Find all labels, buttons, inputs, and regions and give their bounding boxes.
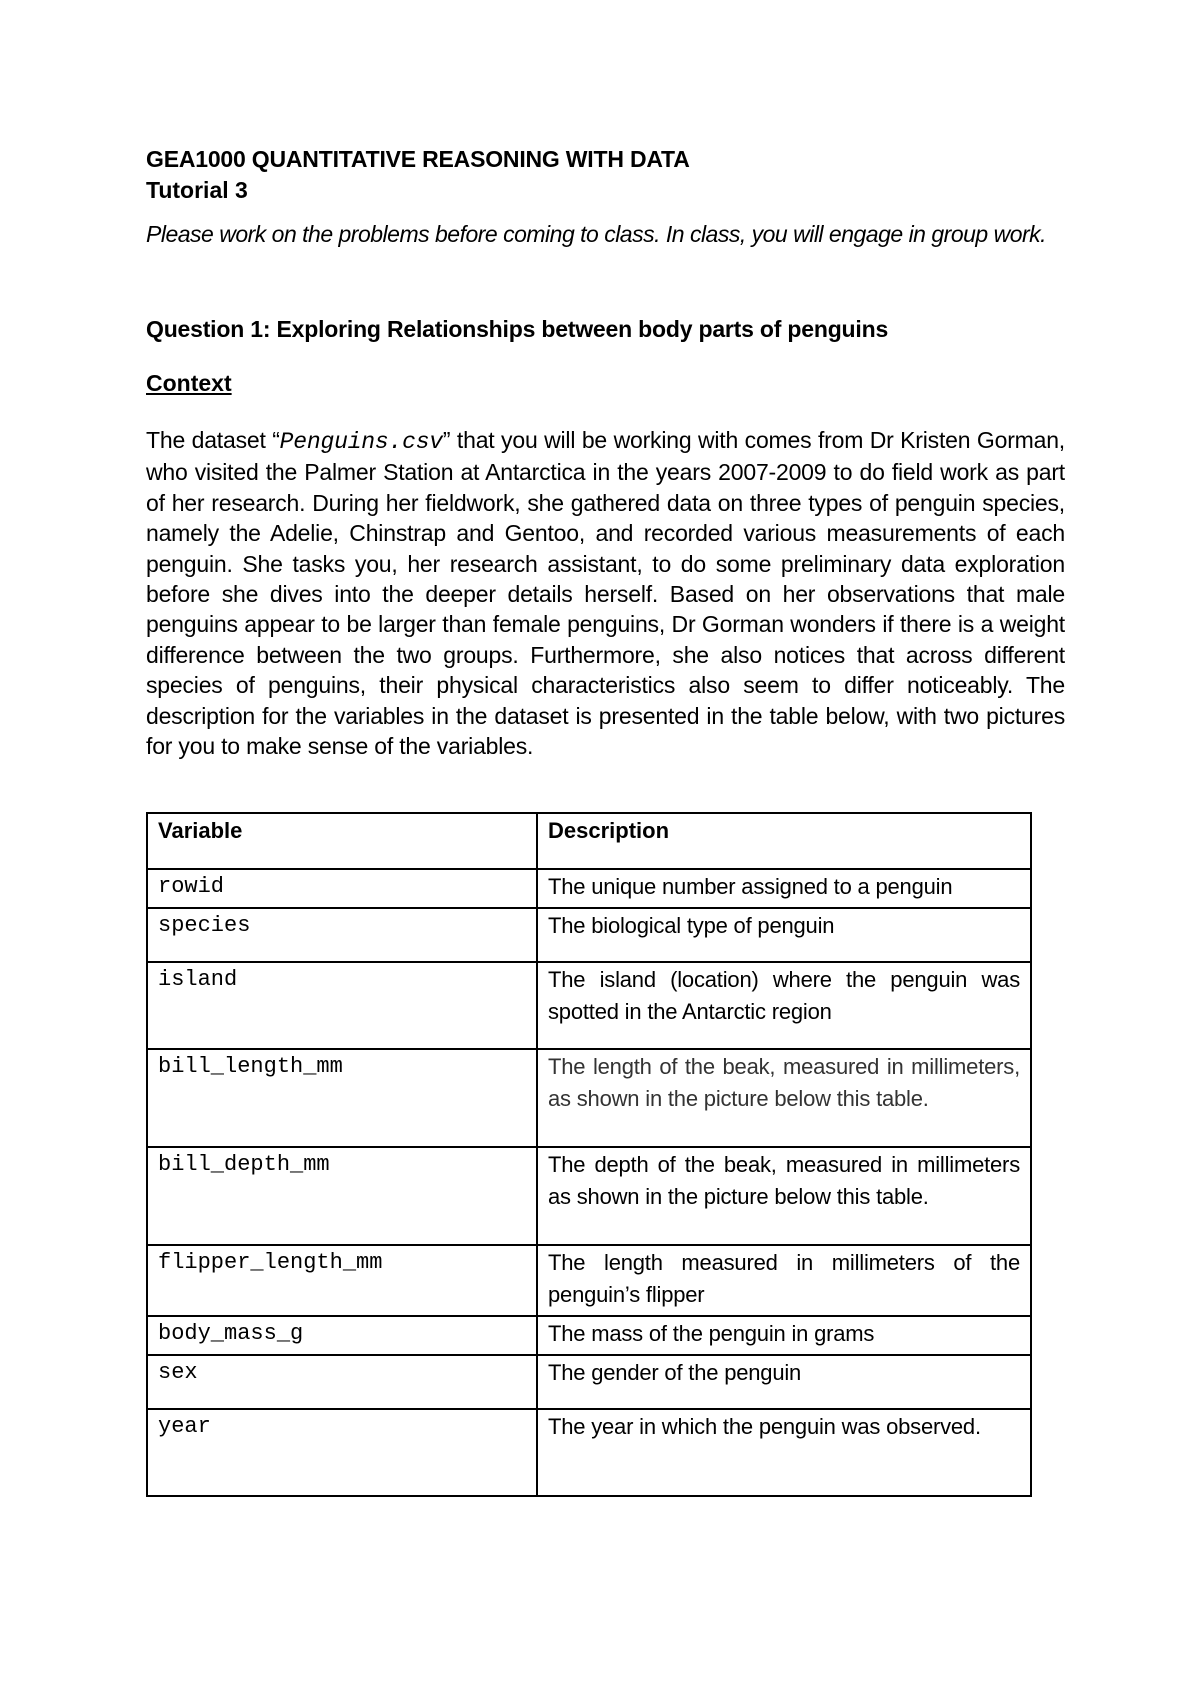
table-row [147, 1049, 1031, 1147]
description-cell: The length of the beak, measured in millimeters, as shown in the picture below this table. [537, 1049, 1031, 1147]
tutorial-title: Tutorial 3 [146, 177, 248, 203]
table-row [147, 1245, 1031, 1316]
instructions-text: Please work on the problems before coming to class. In class, you will engage in group work. [146, 221, 1047, 247]
table-row [147, 1355, 1031, 1409]
table-row [147, 962, 1031, 1049]
header-description: Description [537, 813, 1031, 869]
variable-cell: island [147, 962, 537, 1049]
table-row [147, 908, 1031, 962]
context-paragraph [146, 425, 1065, 761]
description-cell: The gender of the penguin [537, 1355, 1031, 1409]
table-row [147, 1147, 1031, 1245]
table-header-row [147, 813, 1031, 869]
dataset-name: Penguins.csv [279, 429, 443, 455]
variable-cell: bill_length_mm [147, 1049, 537, 1147]
para-after: ” that you will be working with comes from Dr Kristen Gorman, who visited the Palmer Station at Antarctica in the years 2007-2009 to do field work as part of her research. During her fieldwork, she gathered data on three types of penguin species, namely the Adelie, Chinstrap and Gentoo, and recorded various measurements of each penguin. She tasks you, her research assistant, to do some preliminary data exploration before she dives into the deeper details herself. Based on her observations that male penguins appear to be larger than female penguins, Dr Gorman wonders if there is a weight difference between the two groups. Furthermore, she also notices that across different species of penguins, their physical characteristics also seem to differ noticeably. The description for the variables in the dataset is presented in the table below, with two pictures for you to make sense of the variables. [146, 427, 1065, 760]
variable-cell: flipper_length_mm [147, 1245, 537, 1316]
variable-cell: year [147, 1409, 537, 1496]
context-heading: Context [146, 370, 232, 396]
variables-table [146, 812, 1032, 1497]
header-variable: Variable [147, 813, 537, 869]
table-row [147, 1316, 1031, 1355]
description-cell: The biological type of penguin [537, 908, 1031, 962]
variable-cell: body_mass_g [147, 1316, 537, 1355]
description-cell: The length measured in millimeters of the penguin’s flipper [537, 1245, 1031, 1316]
description-cell: The island (location) where the penguin was spotted in the Antarctic region [537, 962, 1031, 1049]
description-cell: The year in which the penguin was observed. [537, 1409, 1031, 1496]
table-row [147, 869, 1031, 908]
variable-cell: rowid [147, 869, 537, 908]
description-cell: The mass of the penguin in grams [537, 1316, 1031, 1355]
description-cell: The unique number assigned to a penguin [537, 869, 1031, 908]
para-before: The dataset “ [146, 427, 280, 453]
variable-cell: bill_depth_mm [147, 1147, 537, 1245]
course-title: GEA1000 QUANTITATIVE REASONING WITH DATA [146, 146, 690, 172]
variable-cell: sex [147, 1355, 537, 1409]
question-title: Question 1: Exploring Relationships between body parts of penguins [146, 316, 889, 342]
description-cell: The depth of the beak, measured in millimeters as shown in the picture below this table. [537, 1147, 1031, 1245]
table-row [147, 1409, 1031, 1496]
variable-cell: species [147, 908, 537, 962]
